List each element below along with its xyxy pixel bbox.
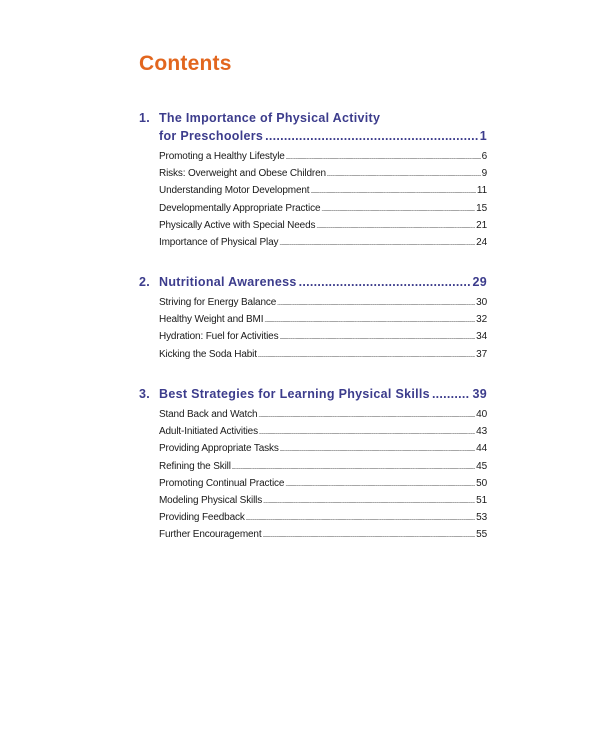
- toc-entry[interactable]: [159, 151, 487, 168]
- chapter-page-number: 1: [479, 129, 487, 143]
- section-title: Understanding Motor Development: [159, 185, 310, 197]
- toc-entry[interactable]: [159, 478, 487, 495]
- dot-leader: [263, 499, 475, 505]
- toc-entry[interactable]: [159, 426, 487, 443]
- dot-leader: [299, 275, 471, 289]
- dot-leader: [258, 353, 475, 359]
- toc-entry[interactable]: [159, 297, 487, 314]
- section-page-number: 30: [476, 297, 487, 308]
- dot-leader: [280, 447, 475, 453]
- dot-leader: [258, 413, 475, 419]
- section-title: Kicking the Soda Habit: [159, 348, 257, 360]
- section-page-number: 6: [481, 151, 487, 162]
- toc-entry[interactable]: [159, 495, 487, 512]
- section-page-number: 32: [476, 314, 487, 326]
- chapter-2: [139, 275, 487, 366]
- section-title: Importance of Physical Play: [159, 236, 279, 248]
- section-page-number: 34: [476, 331, 487, 343]
- section-title: Striving for Energy Balance: [159, 297, 277, 308]
- toc-entry[interactable]: [159, 443, 487, 460]
- toc-entry[interactable]: [159, 409, 487, 426]
- toc-entry[interactable]: [159, 220, 487, 237]
- chapter-heading[interactable]: [139, 387, 487, 405]
- dot-leader: [327, 172, 481, 178]
- chapter-number: 1.: [139, 111, 151, 125]
- section-title: Physically Active with Special Needs: [159, 219, 316, 231]
- toc-entry[interactable]: [159, 529, 487, 546]
- page-title: Contents: [139, 52, 232, 75]
- dot-leader: [232, 465, 475, 471]
- chapter-number: 2.: [139, 275, 151, 289]
- dot-leader: [277, 301, 475, 307]
- section-title: Providing Feedback: [159, 512, 245, 524]
- chapter-title: The Importance of Physical Activity: [159, 111, 381, 125]
- section-title: Adult-Initiated Activities: [159, 426, 258, 438]
- section-page-number: 24: [476, 236, 487, 248]
- section-title: Promoting Continual Practice: [159, 477, 285, 489]
- chapter-heading[interactable]: [139, 111, 487, 129]
- dot-leader: [285, 482, 475, 488]
- chapter-page-number: 29: [472, 275, 487, 289]
- section-page-number: 50: [476, 477, 487, 489]
- dot-leader: [286, 155, 481, 161]
- dot-leader: [279, 335, 475, 341]
- section-page-number: 11: [476, 185, 487, 197]
- section-page-number: 40: [476, 409, 487, 420]
- dot-leader: [279, 241, 475, 247]
- toc-entry[interactable]: [159, 461, 487, 478]
- toc-entry[interactable]: [159, 168, 487, 185]
- section-title: Stand Back and Watch: [159, 409, 258, 420]
- dot-leader: [264, 318, 475, 324]
- toc-entry[interactable]: [159, 185, 487, 202]
- section-title: Risks: Overweight and Obese Children: [159, 168, 326, 180]
- section-page-number: 45: [476, 460, 487, 472]
- dot-leader: [432, 387, 471, 401]
- chapter-title: Best Strategies for Learning Physical Skills: [159, 387, 430, 401]
- section-page-number: 55: [476, 529, 487, 541]
- toc-entry[interactable]: [159, 331, 487, 348]
- section-page-number: 51: [476, 494, 487, 506]
- dot-leader: [265, 129, 478, 143]
- section-page-number: 44: [476, 443, 487, 455]
- section-page-number: 9: [481, 168, 487, 180]
- dot-leader: [262, 533, 475, 539]
- chapter-1: [139, 111, 487, 254]
- dot-leader: [259, 430, 475, 436]
- chapter-3: [139, 387, 487, 547]
- section-page-number: 53: [476, 512, 487, 524]
- section-title: Modeling Physical Skills: [159, 494, 263, 506]
- dot-leader: [246, 516, 475, 522]
- section-title: Promoting a Healthy Lifestyle: [159, 151, 285, 162]
- section-title: Refining the Skill: [159, 460, 231, 472]
- dot-leader: [310, 189, 475, 195]
- section-title: Providing Appropriate Tasks: [159, 443, 279, 455]
- section-page-number: 21: [476, 219, 487, 231]
- chapter-title-continued: for Preschoolers: [159, 129, 264, 143]
- dot-leader: [321, 207, 475, 213]
- chapter-number: 3.: [139, 387, 151, 401]
- toc-entry[interactable]: [159, 349, 487, 366]
- section-page-number: 15: [476, 202, 487, 214]
- toc-entry[interactable]: [159, 203, 487, 220]
- chapter-heading[interactable]: [139, 275, 487, 293]
- section-title: Hydration: Fuel for Activities: [159, 331, 279, 343]
- section-page-number: 43: [476, 426, 487, 438]
- chapter-page-number: 39: [472, 387, 487, 401]
- chapter-title: Nutritional Awareness: [159, 275, 297, 289]
- toc-entry[interactable]: [159, 512, 487, 529]
- section-page-number: 37: [476, 348, 487, 360]
- section-title: Developmentally Appropriate Practice: [159, 202, 321, 214]
- section-title: Healthy Weight and BMI: [159, 314, 264, 326]
- toc-entry[interactable]: [159, 314, 487, 331]
- section-title: Further Encouragement: [159, 529, 262, 541]
- toc-entry[interactable]: [159, 237, 487, 254]
- chapter-heading-continued[interactable]: [139, 129, 487, 147]
- dot-leader: [316, 224, 475, 230]
